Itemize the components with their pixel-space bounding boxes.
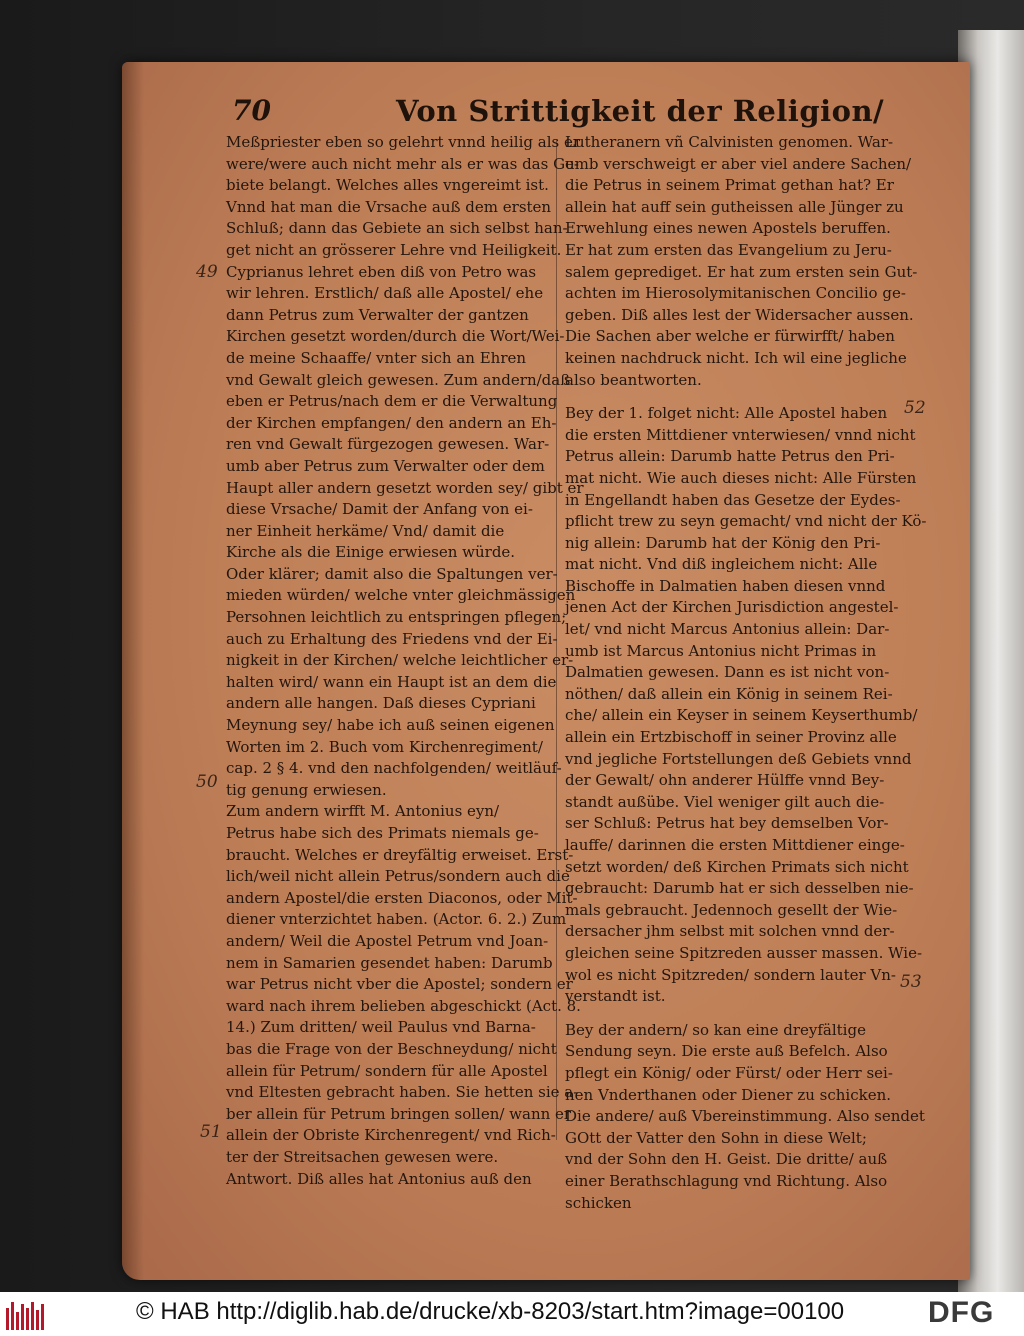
text-line: ber allein für Petrum bringen sollen/ wann er <box>226 1104 572 1123</box>
text-line: vnd jegliche Fortstellungen deß Gebiets vnnd <box>565 749 912 768</box>
text-line: Lutheranern vñ Calvinisten genomen. War- <box>565 133 894 151</box>
text-line: lich/weil nicht allein Petrus/sondern auch die <box>226 867 570 886</box>
text-line: dersacher jhm selbst mit solchen vnnd der- <box>565 922 895 941</box>
text-line: biete belangt. Welches alles vngereimt ist. <box>226 176 549 195</box>
text-line: Oder klärer; damit also die Spaltungen ver- <box>226 564 558 583</box>
text-line: der Kirchen empfangen/ den andern an Eh- <box>226 413 557 432</box>
text-line: diener vnterzichtet haben. (Actor. 6. 2.) Zum <box>226 910 567 929</box>
text-line: in Engellandt haben das Gesetze der Eydes- <box>565 490 901 509</box>
margin-number: 51 <box>200 1122 222 1142</box>
paragraph-gap <box>565 1008 901 1020</box>
text-line: achten im Hierosolymitanischen Concilio ge- <box>565 284 906 303</box>
text-line: war Petrus nicht vber die Apostel; sondern er <box>226 975 573 994</box>
text-line: Petrus habe sich des Primats niemals ge- <box>226 824 539 842</box>
text-line: die ersten Mittdiener vnterwiesen/ vnnd nicht <box>565 425 916 444</box>
text-line: Meßpriester eben so gelehrt vnnd heilig als er <box>226 133 581 151</box>
text-line: pflicht trew zu seyn gemacht/ vnd nicht der Kö- <box>565 512 927 531</box>
text-line: Cyprianus lehret eben diß von Petro was <box>226 262 537 281</box>
text-line: Haupt aller andern gesetzt worden sey/ gibt er <box>226 478 584 497</box>
text-line: einer Berathschlagung vnd Richtung. Also <box>565 1171 888 1190</box>
text-line: salem geprediget. Er hat zum ersten sein Gut- <box>565 262 918 281</box>
source-url[interactable]: © HAB http://diglib.hab.de/drucke/xb-8203/start.htm?image=00100 <box>136 1298 845 1325</box>
text-line: che/ allein ein Keyser in seinem Keyserthumb/ <box>565 706 918 725</box>
text-line: gebraucht: Darumb hat er sich desselben nie- <box>565 879 914 898</box>
text-line: de meine Schaaffe/ vnter sich an Ehren <box>226 348 527 367</box>
text-line: ter der Streitsachen gewesen were. <box>226 1147 499 1166</box>
text-line: auch zu Erhaltung des Friedens vnd der Ei- <box>226 629 558 648</box>
text-line: Die andere/ auß Vbereinstimmung. Also sendet <box>565 1107 925 1126</box>
text-line: nöthen/ daß allein ein König in seinem Rei- <box>565 684 893 703</box>
text-line: GOtt der Vatter den Sohn in diese Welt; <box>565 1128 867 1147</box>
text-line: vnd der Sohn den H. Geist. Die dritte/ auß <box>565 1150 888 1169</box>
text-line: ren vnd Gewalt fürgezogen gewesen. War- <box>226 435 550 454</box>
text-line: allein ein Ertzbischoff in seiner Provinz alle <box>565 728 897 747</box>
text-line: Schluß; dann das Gebiete an sich selbst han- <box>226 219 568 238</box>
text-line: setzt worden/ deß Kirchen Primats sich nicht <box>565 857 909 876</box>
text-line: tig genung erwiesen. <box>226 780 387 799</box>
text-line: mat nicht. Vnd diß ingleichem nicht: Alle <box>565 555 878 574</box>
text-line: wir lehren. Erstlich/ daß alle Apostel/ ehe <box>226 284 544 303</box>
text-line: dann Petrus zum Verwalter der gantzen <box>226 305 529 324</box>
text-line: mat nicht. Wie auch dieses nicht: Alle Fürsten <box>565 468 917 487</box>
text-line: andern/ Weil die Apostel Petrum vnd Joan- <box>226 931 549 950</box>
hab-logo-icon <box>6 1300 46 1330</box>
text-line: braucht. Welches er dreyfältig erweiset. Erst- <box>226 845 574 864</box>
running-title: Von Strittigkeit der Religion/ <box>396 94 885 128</box>
text-line: schicken <box>565 1193 632 1212</box>
text-line: halten wird/ wann ein Haupt ist an dem die <box>226 672 557 691</box>
text-line: Worten im 2. Buch vom Kirchenregiment/ <box>226 737 543 756</box>
text-line: andern alle hangen. Daß dieses Cypriani <box>226 694 536 713</box>
text-line: andern Apostel/die ersten Diaconos, oder Mit- <box>226 888 578 907</box>
text-line: Vnnd hat man die Vrsache auß dem ersten <box>226 197 552 216</box>
text-line: umb verschweigt er aber viel andere Sachen/ <box>565 154 912 173</box>
text-line: nem in Samarien gesendet haben: Darumb <box>226 953 553 972</box>
text-line: vnd Eltesten gebracht haben. Sie hetten sie a- <box>226 1083 579 1102</box>
text-line: Dalmatien gewesen. Dann es ist nicht von- <box>565 663 890 682</box>
text-line: keinen nachdruck nicht. Ich wil eine jegliche <box>565 348 907 367</box>
text-line: standt außübe. Viel weniger gilt auch die- <box>565 792 885 811</box>
text-line: diese Vrsache/ Damit der Anfang von ei- <box>226 500 533 519</box>
text-line: der Gewalt/ ohn anderer Hülffe vnnd Bey- <box>565 771 885 790</box>
text-line: die Petrus in seinem Primat gethan hat? Er <box>565 176 894 195</box>
text-line: Die Sachen aber welche er fürwirfft/ haben <box>565 327 895 346</box>
text-line: cap. 2 § 4. vnd den nachfolgenden/ weitläuf- <box>226 759 562 778</box>
text-line: umb ist Marcus Antonius nicht Primas in <box>565 641 877 660</box>
text-line: vnd Gewalt gleich gewesen. Zum andern/daß <box>226 370 571 389</box>
text-line: nigkeit in der Kirchen/ welche leichtlicher er- <box>226 651 574 670</box>
text-line: nig allein: Darumb hat der König den Pri- <box>565 533 881 552</box>
text-line: Bey der 1. folget nicht: Alle Apostel haben <box>565 404 888 423</box>
text-line: get nicht an grösserer Lehre vnd Heiligkeit. <box>226 240 562 259</box>
text-line: mals gebraucht. Jedennoch gesellt der Wie- <box>565 900 898 919</box>
text-line: Bey der andern/ so kan eine dreyfältige <box>565 1020 866 1039</box>
margin-number: 53 <box>900 972 922 992</box>
text-line: Er hat zum ersten das Evangelium zu Jeru- <box>565 240 892 259</box>
text-line: Zum andern wirfft M. Antonius eyn/ <box>226 802 500 821</box>
text-line: allein für Petrum/ sondern für alle Apostel <box>226 1061 548 1080</box>
text-line: Kirchen gesetzt worden/durch die Wort/Wei- <box>226 327 565 346</box>
margin-number: 49 <box>196 262 218 282</box>
margin-number: 52 <box>904 398 926 418</box>
text-line: ser Schluß: Petrus hat bey demselben Vor- <box>565 814 889 833</box>
text-line: nen Vnderthanen oder Diener zu schicken. <box>565 1085 892 1104</box>
text-line: Meynung sey/ habe ich auß seinen eigenen <box>226 716 555 735</box>
dfg-logo: DFG <box>928 1296 995 1329</box>
footer-bar <box>0 1292 1024 1336</box>
text-line: Kirche als die Einige erwiesen würde. <box>226 543 516 562</box>
text-line: were/were auch nicht mehr als er was das Ge- <box>226 154 580 173</box>
text-line: mieden würden/ welche vnter gleichmässigen <box>226 586 576 605</box>
text-line: wol es nicht Spitzreden/ sondern lauter Vn- <box>565 965 896 984</box>
text-line: Antwort. Diß alles hat Antonius auß den <box>226 1169 532 1188</box>
text-line: allein hat auff sein gutheissen alle Jünger zu <box>565 197 904 216</box>
text-line: verstandt ist. <box>565 987 666 1006</box>
text-line: bas die Frage von der Beschneydung/ nicht <box>226 1039 557 1058</box>
text-line: Bischoffe in Dalmatien haben diesen vnnd <box>565 576 886 595</box>
page-gutter-shadow <box>122 62 144 1280</box>
text-line: umb aber Petrus zum Verwalter oder dem <box>226 456 545 475</box>
text-line: also beantworten. <box>565 370 702 389</box>
text-line: Petrus allein: Darumb hatte Petrus den Pri- <box>565 447 895 466</box>
margin-number: 50 <box>196 772 218 792</box>
text-line: ward nach ihrem belieben abgeschickt (Act. 8. <box>226 996 581 1015</box>
text-line: Persohnen leichtlich zu entspringen pflegen; <box>226 608 567 627</box>
paragraph-gap <box>565 391 901 403</box>
text-line: lauffe/ darinnen die ersten Mittdiener einge- <box>565 836 905 854</box>
text-line: let/ vnd nicht Marcus Antonius allein: Dar- <box>565 620 890 639</box>
page-number: 70 <box>232 94 271 127</box>
text-line: ner Einheit herkäme/ Vnd/ damit die <box>226 521 505 540</box>
text-line: 14.) Zum dritten/ weil Paulus vnd Barna- <box>226 1018 536 1037</box>
text-line: Sendung seyn. Die erste auß Befelch. Also <box>565 1042 888 1061</box>
text-line: eben er Petrus/nach dem er die Verwaltung <box>226 392 558 411</box>
text-line: geben. Diß alles lest der Widersacher aussen. <box>565 305 914 324</box>
text-line: Erwehlung eines newen Apostels beruffen. <box>565 219 891 238</box>
text-line: pflegt ein König/ oder Fürst/ oder Herr sei- <box>565 1063 893 1082</box>
left-text-column <box>226 132 584 1190</box>
text-line: jenen Act der Kirchen Jurisdiction angestel- <box>565 598 899 617</box>
text-line: gleichen seine Spitzreden ausser massen. Wie- <box>565 943 923 962</box>
text-line: allein der Obriste Kirchenregent/ vnd Rich- <box>226 1126 556 1145</box>
